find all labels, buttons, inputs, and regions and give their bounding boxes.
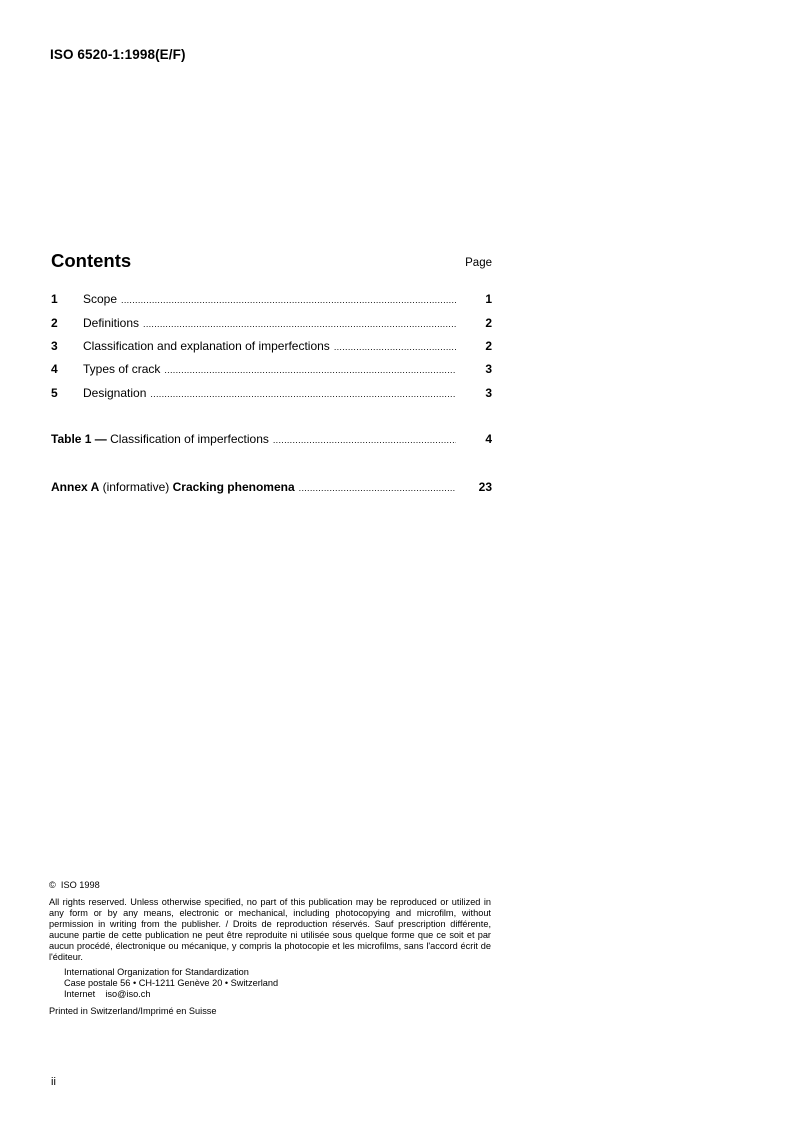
toc-annex-qualifier: (informative) (102, 480, 170, 494)
toc-entry-page: 3 (485, 386, 492, 400)
document-id: ISO 6520-1:1998(E/F) (50, 47, 186, 62)
toc-leader-dots (299, 480, 456, 496)
toc-entry-number: 3 (51, 339, 58, 353)
toc-entry-title (51, 479, 299, 495)
toc-entry-page: 2 (485, 316, 492, 330)
toc-entry-title: Types of crack (83, 362, 161, 376)
toc-entry-page: 4 (485, 432, 492, 446)
toc-entry-number: 2 (51, 316, 58, 330)
copyright-text: ISO 1998 (60, 880, 100, 890)
toc-entry-annex-a[interactable] (51, 479, 492, 495)
toc-entry-page: 1 (485, 292, 492, 306)
contents-heading (51, 250, 492, 274)
copyright-line (49, 880, 491, 891)
toc-entry-definitions[interactable] (51, 315, 492, 331)
copyright-icon: © (49, 880, 56, 890)
toc-leader-dots (143, 316, 456, 332)
toc-entry-table-1[interactable] (51, 431, 492, 447)
rights-statement: All rights reserved. Unless otherwise specified, no part of this publication may be reproduced or utilized in any form or by any means, electronic or mechanical, including photocopying and microfilm, without permission in writing from the publisher. / Droits de reproduction réservés. Sauf prescription différente, aucune partie de cette publication ne peut être reproduite ni utilisée sous quelque forme que ce soit et par aucun procédé, électronique ou mécanique, y compris la photocopie et les microfilms, sans l'accord écrit de l'éditeur. (49, 897, 491, 962)
page-number: ii (51, 1076, 56, 1088)
toc-entry-number: 4 (51, 362, 58, 376)
toc-entry-title (51, 431, 273, 447)
postal-address: Case postale 56 • CH-1211 Genève 20 • Switzerland (64, 978, 279, 988)
toc-annex-title: Cracking phenomena (172, 480, 295, 494)
toc-leader-dots (273, 432, 456, 448)
copyright-notice (49, 880, 491, 1017)
contents-title: Contents (51, 250, 132, 271)
toc-entry-page: 23 (478, 480, 492, 494)
toc-leader-dots (150, 386, 456, 402)
publisher-address (49, 967, 491, 1000)
toc-entry-page: 3 (485, 362, 492, 376)
toc-table-title: Classification of imperfections (110, 432, 269, 446)
printed-in: Printed in Switzerland/Imprimé en Suisse (49, 1006, 217, 1016)
toc-leader-dots (334, 339, 456, 355)
toc-entry-page: 2 (485, 339, 492, 353)
toc-entry-title: Classification and explanation of imperfections (83, 339, 330, 353)
toc-entry-scope[interactable] (51, 291, 492, 307)
toc-leader-dots (164, 362, 456, 378)
toc-entry-title: Definitions (83, 316, 140, 330)
internet-address: Internet iso@iso.ch (64, 989, 151, 999)
toc-entry-classification[interactable] (51, 338, 492, 354)
toc-entry-designation[interactable] (51, 385, 492, 401)
toc-entry-title: Designation (83, 386, 147, 400)
toc-annex-label: Annex A (51, 480, 100, 494)
org-name: International Organization for Standardization (64, 967, 249, 977)
toc-entry-types-of-crack[interactable] (51, 361, 492, 377)
toc-leader-dots (121, 292, 456, 308)
page-column-label: Page (465, 257, 492, 269)
toc-entry-title: Scope (83, 292, 118, 306)
toc-table-label: Table 1 — (51, 432, 107, 446)
toc-entry-number: 5 (51, 386, 58, 400)
toc-entry-number: 1 (51, 292, 58, 306)
